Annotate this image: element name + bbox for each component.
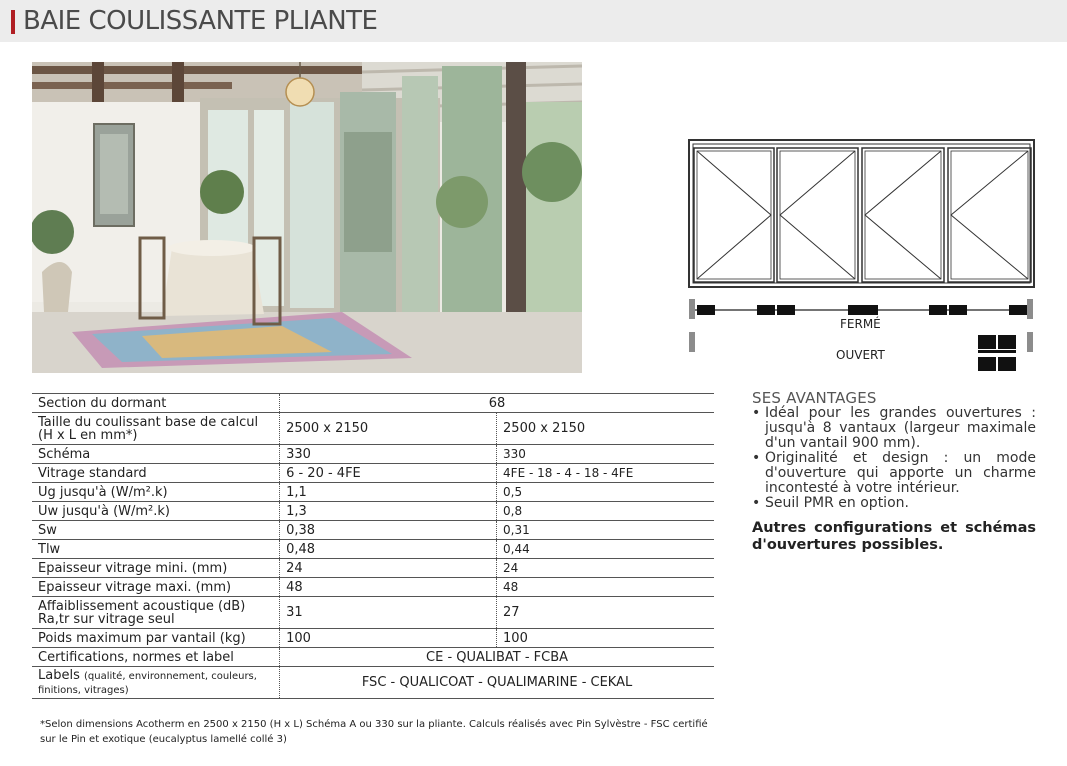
row-value-1: 48: [280, 578, 497, 597]
row-value-1: 0,38: [280, 521, 497, 540]
list-item: • Seuil PMR en option.: [752, 496, 1036, 511]
table-row: [32, 502, 714, 521]
row-value-merged: 68: [280, 394, 714, 413]
row-label-main: Labels: [38, 667, 80, 683]
table-row: [32, 667, 714, 699]
page-title: BAIE COULISSANTE PLIANTE: [23, 6, 378, 36]
table-row: [32, 629, 714, 648]
row-value-merged: CE - QUALIBAT - FCBA: [280, 648, 714, 667]
title-accent-bar: [11, 10, 15, 34]
table-row: [32, 521, 714, 540]
row-value-2: 48: [497, 578, 714, 597]
row-value-2: 0,44: [497, 540, 714, 559]
table-row: [32, 483, 714, 502]
row-value-2: 330: [497, 445, 714, 464]
row-value-1: 330: [280, 445, 497, 464]
row-label-note: (qualité, environnement, couleurs, finitions, vitrages): [38, 670, 257, 696]
advantages-list: [752, 406, 1036, 511]
table-row: [32, 559, 714, 578]
opening-diagram: [687, 138, 1037, 373]
table-row: [32, 413, 714, 445]
table-row: [32, 464, 714, 483]
row-value-2: 27: [497, 597, 714, 629]
footnote: *Selon dimensions Acotherm en 2500 x 2150 (H x L) Schéma A ou 330 sur la pliante. Calculs réalisés avec Pin Sylvèstre - FSC certifié sur le Pin et exotique (eucalyptus lamellé collé 3): [40, 719, 708, 745]
table-row: [32, 540, 714, 559]
row-value-2: 0,31: [497, 521, 714, 540]
table-row: [32, 597, 714, 629]
advantages-section: [752, 391, 1036, 554]
row-value-1: 100: [280, 629, 497, 648]
row-value-merged: FSC - QUALICOAT - QUALIMARINE - CEKAL: [280, 667, 714, 699]
advantages-extra: Autres configurations et schémas d'ouvertures possibles.: [752, 520, 1036, 553]
row-label: Affaiblissement acoustique (dB) Ra,tr sur vitrage seul: [32, 597, 280, 629]
advantages-title: SES AVANTAGES: [752, 389, 877, 407]
table-row: [32, 445, 714, 464]
row-label: Tlw: [32, 540, 280, 559]
row-value-2: 0,5: [497, 483, 714, 502]
row-value-1: 24: [280, 559, 497, 578]
list-item: • Idéal pour les grandes ouvertures : jusqu'à 8 vantaux (largeur maximale d'un vantail 900 mm).: [752, 406, 1036, 451]
open-label: OUVERT: [836, 348, 885, 362]
specs-table: [32, 393, 714, 699]
list-item: • Originalité et design : un mode d'ouverture qui apporte un charme incontesté à votre intérieur.: [752, 451, 1036, 496]
row-label: Section du dormant: [32, 394, 280, 413]
row-label: Epaisseur vitrage maxi. (mm): [32, 578, 280, 597]
row-value-2: 24: [497, 559, 714, 578]
row-value-1: 31: [280, 597, 497, 629]
row-value-1: 6 - 20 - 4FE: [280, 464, 497, 483]
table-row: [32, 394, 714, 413]
closed-label: FERMÉ: [840, 317, 881, 331]
row-label: Sw: [32, 521, 280, 540]
row-label: Vitrage standard: [32, 464, 280, 483]
row-label: Taille du coulissant base de calcul (H x L en mm*): [32, 413, 280, 445]
row-value-1: 1,3: [280, 502, 497, 521]
table-row: [32, 648, 714, 667]
row-value-1: 0,48: [280, 540, 497, 559]
row-value-2: 2500 x 2150: [497, 413, 714, 445]
product-photo: [32, 62, 582, 373]
row-label: Ug jusqu'à (W/m².k): [32, 483, 280, 502]
plan-closed: [689, 299, 1033, 319]
row-label: Schéma: [32, 445, 280, 464]
row-value-1: 1,1: [280, 483, 497, 502]
row-value-2: 100: [497, 629, 714, 648]
row-label: Certifications, normes et label: [32, 648, 280, 667]
row-label: Epaisseur vitrage mini. (mm): [32, 559, 280, 578]
row-label: Poids maximum par vantail (kg): [32, 629, 280, 648]
row-value-2: 0,8: [497, 502, 714, 521]
row-value-1: 2500 x 2150: [280, 413, 497, 445]
table-row: [32, 578, 714, 597]
row-label: [32, 667, 280, 699]
row-value-2: 4FE - 18 - 4 - 18 - 4FE: [497, 464, 714, 483]
row-label: Uw jusqu'à (W/m².k): [32, 502, 280, 521]
